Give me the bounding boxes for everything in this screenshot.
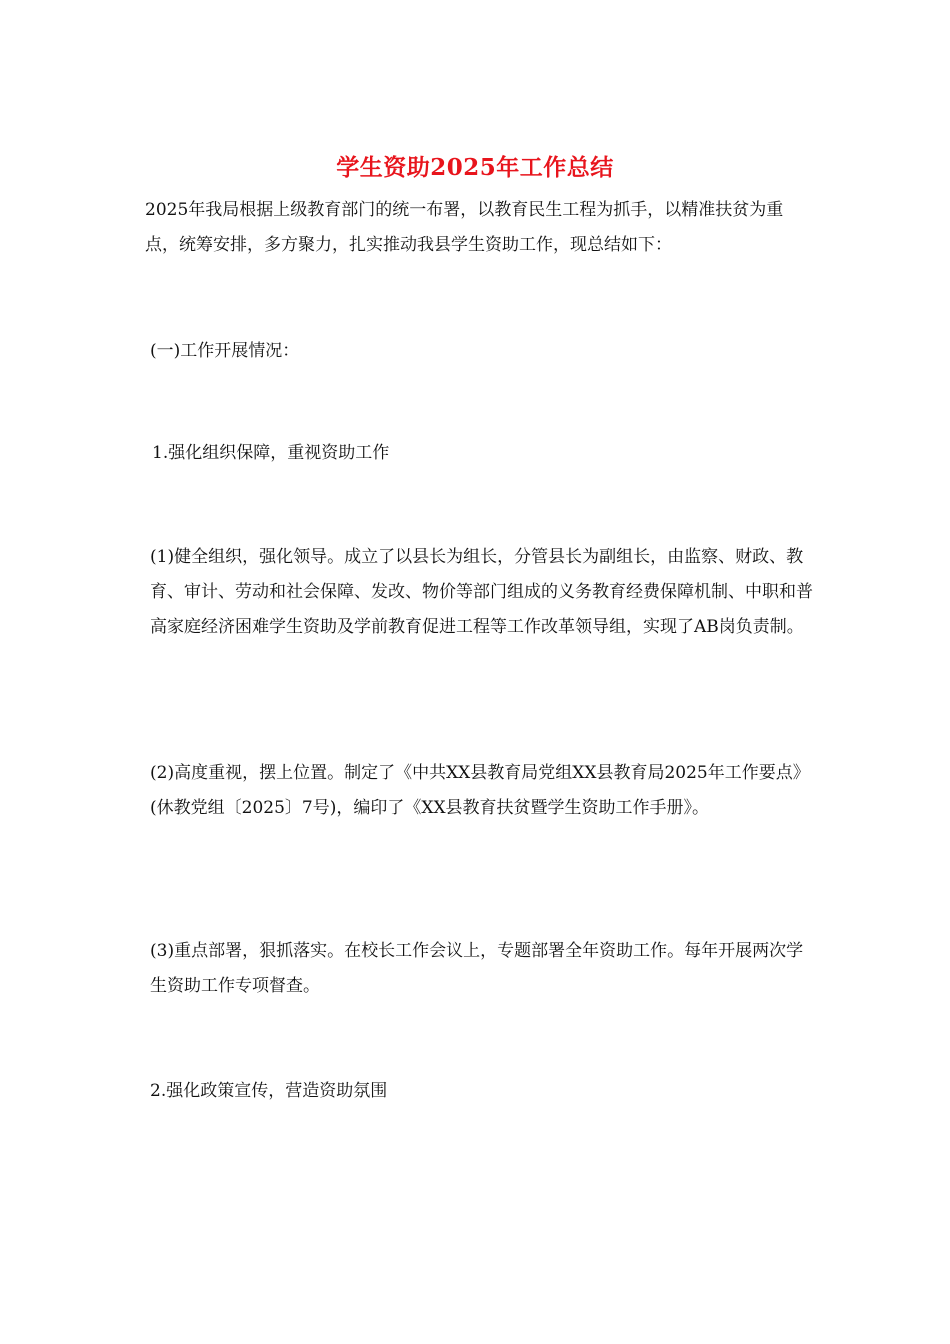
intro-paragraph: 2025年我局根据上级教育部门的统一布署，以教育民生工程为抓手，以精准扶贫为重点，统筹安排，多方聚力，扎实推动我县学生资助工作，现总结如下： <box>145 200 784 255</box>
section-heading-work-status: (一)工作开展情况： <box>150 341 300 361</box>
document-title: 学生资助2025年工作总结 <box>336 154 614 181</box>
paragraph-item-2: (2)高度重视，摆上位置。制定了《中共XX县教育局党组XX县教育局2025年工作要点》(休教党组〔2025〕7号)，编印了《XX县教育扶贫暨学生资助工作手册》。 <box>150 763 810 818</box>
subsection-heading-organization: 1.强化组织保障，重视资助工作 <box>152 443 390 463</box>
subsection-heading-policy: 2.强化政策宣传，营造资助氛围 <box>150 1081 388 1101</box>
paragraph-item-1: (1)健全组织，强化领导。成立了以县长为组长，分管县长为副组长，由监察、财政、教育、审计、劳动和社会保障、发改、物价等部门组成的义务教育经费保障机制、中职和普高家庭经济困难学生资助及学前教育促进工程等工作改革领导组，实现了AB岗负责制。 <box>150 547 813 637</box>
paragraph-item-3: (3)重点部署，狠抓落实。在校长工作会议上，专题部署全年资助工作。每年开展两次学生资助工作专项督查。 <box>150 941 804 996</box>
